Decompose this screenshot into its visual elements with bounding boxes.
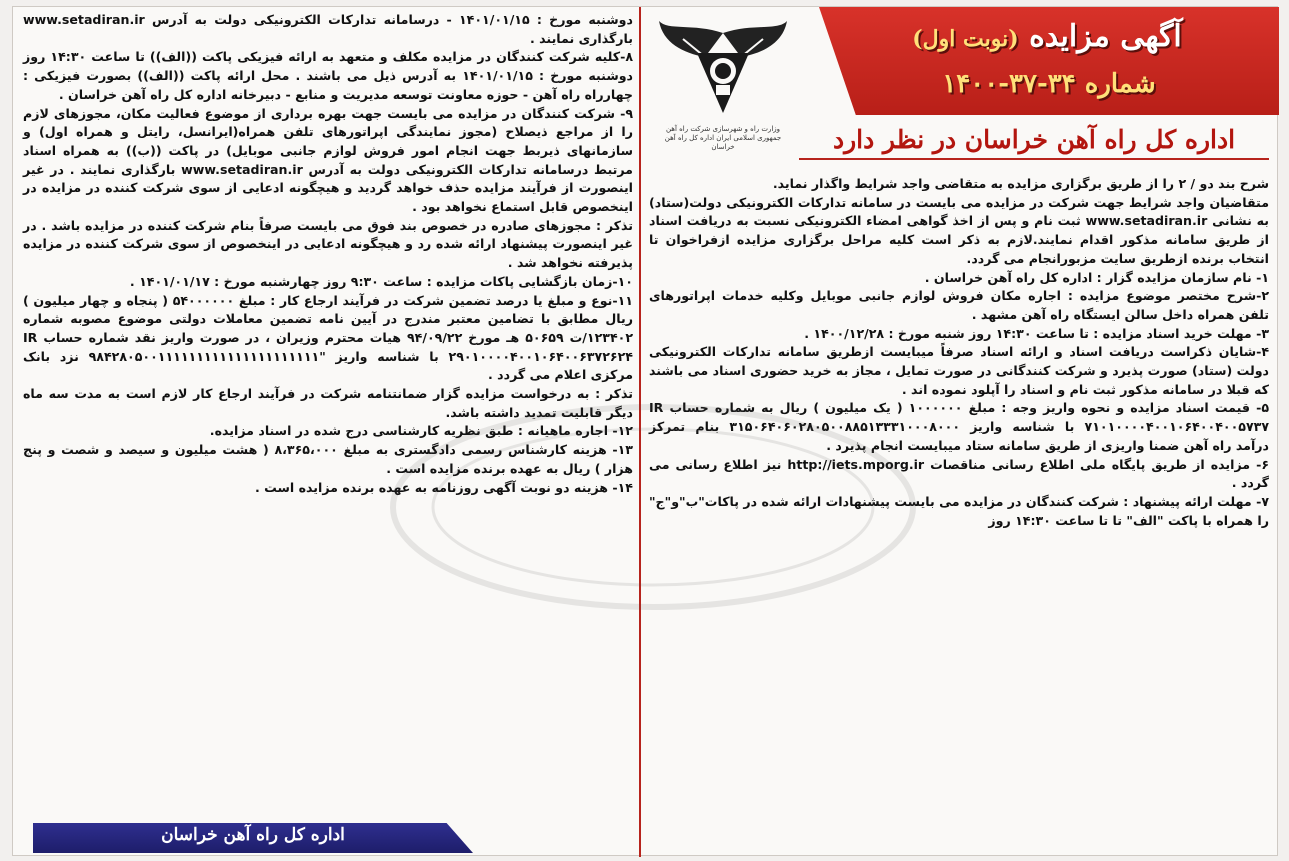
header-number: شماره ۳۴-۳۷-۱۴۰۰	[942, 69, 1156, 99]
left-item-continuation: دوشنبه مورخ : ۱۴۰۱/۰۱/۱۵ - درسامانه تدارکات الکترونیکی دولت به آدرس www.setadiran.ir بارگذاری نمایند .	[23, 12, 633, 46]
logo-caption: وزارت راه و شهرسازی شرکت راه آهن جمهوری اسلامی ایران اداره کل راه آهن خراسان	[664, 125, 782, 151]
advertisement-page	[12, 6, 1278, 856]
title-text: آگهی مزایده	[1029, 19, 1182, 54]
railway-logo-icon	[653, 13, 793, 131]
left-item-10: ۱۰-زمان بازگشایی پاکات مزایده : ساعت ۹:۳۰ روز چهارشنبه مورخ : ۱۴۰۱/۰۱/۱۷ .	[129, 273, 633, 289]
left-item-8: ۸-کلیه شرکت کنندگان در مزایده مکلف و متعهد به ارائه فیزیکی پاکت ((الف)) تا ساعت ۱۴:۳۰ روز دوشنبه مورخ : ۱۴۰۱/۰۱/۱۵ به آدرس ذیل می باشند . محل ارائه پاکت ((الف)) بصورت فیزیکی : چهارراه راه آهن - حوزه معاونت توسعه مدیریت و منابع - دبیرخانه اداره کل راه آهن خراسان .	[23, 49, 634, 102]
left-item-11: ۱۱-نوع و مبلغ یا درصد تضمین شرکت در فرآیند ارجاع کار : مبلغ ۵۴۰۰۰۰۰۰ ( پنجاه و چهار میلیون ) ریال مطابق با تضامین معتبر مندرج در آیین نامه تضمین معاملات دولتی موضوع مصوبه شماره ۱۲۳۴۰۲/ت ۵۰۶۵۹ هـ مورخ ۹۴/۰۹/۲۲ هیات محترم وزیران ، در صورت واریز نقد شماره حساب IR ۲۹۰۱۰۰۰۰۴۰۰۱۰۶۴۰۰۶۳۷۲۶۲۴ با شناسه واریز "۹۸۴۲۸۰۵۰۰۱۱۱۱۱۱۱۱۱۱۱۱۱۱۱۱۱۱۱۱۱ نزد بانک مرکزی اعلام می گردد .	[23, 292, 634, 383]
left-note-guarantee: تذکر : به درخواست مزایده گزار ضمانتنامه شرکت در فرآیند ارجاع کار لازم است به مدت سه ماه دیگر قابلیت تمدید داشته باشد.	[23, 386, 633, 420]
left-item-9: ۹- شرکت کنندگان در مزایده می بایست جهت بهره برداری از موضوع فعالیت مکان، مجوزهای لازم را از مراجع ذیصلاح (مجوز نمایندگی اپراتورهای تلفن همراه(ایرانسل، رایتل و همراه اول) و سازمانهای ذیربط جهت انجام امور فروش لوازم جانبی موبایل) در پاکت ((ب)) به همراه اسناد مرتبط درسامانه تدارکات الکترونیکی دولت به آدرس www.setadiran.ir بارگذاری نمایند . در غیر اینصورت از فرآیند مزایده حذف خواهد گردید و هیچگونه ادعایی از سوی شرکت کننده در مزایده در اینخصوص قابل استماع نخواهد بود .	[23, 105, 633, 215]
left-column-text	[23, 11, 633, 497]
header-title	[837, 19, 1257, 54]
left-note-licenses: تذکر : مجوزهای صادره در خصوص بند فوق می بایست صرفاً بنام شرکت کننده در مزایده باشد . در غیر اینصورت پیشنهاد ارائه شده رد و هیچگونه ادعایی در اینخصوص از سوی شرکت کننده در مزایده پذیرفته نخواهد شد .	[23, 217, 633, 271]
intro-paragraph-1: شرح بند دو / ۲ را از طریق برگزاری مزایده به متقاضی واجد شرایط واگذار نماید.	[772, 176, 1269, 191]
intro-paragraph-2: متقاضیان واجد شرایط جهت شرکت در مزایده می بایست در سامانه تدارکات الکترونیکی دولت(ستاد) به نشانی www.setadiran.ir ثبت نام و پس از اخذ گواهی امضاء الکترونیکی نسبت به دریافت اسناد از طریق سامانه مذکور اقدام نمایند.لازم به ذکر است کلیه مراحل برگزاری مزایده ازفراخوان تا انتخاب برنده ازطریق سایت مزبورانجام می گردد.	[649, 194, 1269, 266]
right-item-2: ۲-شرح مختصر موضوع مزایده : اجاره مکان فروش لوازم جانبی موبایل وکلیه خدمات اپراتورهای تلفن همراه داخل سالن ایستگاه راه آهن مشهد .	[649, 288, 1269, 322]
right-item-6: ۶- مزایده از طریق پایگاه ملی اطلاع رسانی مناقصات http://iets.mporg.ir نیز اطلاع رسانی می گردد .	[649, 456, 1269, 491]
title-round: (نوبت اول)	[912, 26, 1019, 52]
subtitle: اداره کل راه آهن خراسان در نظر دارد	[799, 125, 1269, 160]
left-item-12: ۱۲- اجاره ماهیانه : طبق نظریه کارشناسی درج شده در اسناد مزایده.	[209, 423, 633, 439]
right-item-4: ۴-شایان ذکراست دریافت اسناد و ارائه اسناد صرفاً میبایست ازطریق سامانه تدارکات الکترونیکی دولت (ستاد) صورت پذیرد و شرکت کنندگانی در صورت تمایل ، مجاز به خرید حضوری اسناد می باشند که قبلا در سامانه مذکور ثبت نام و اسناد را آپلود نموده اند .	[649, 344, 1269, 397]
right-item-7: ۷- مهلت ارائه پیشنهاد : شرکت کنندگان در مزایده می بایست پیشنهادات ارائه شده در پاکات"ب"و"ج" را همراه با پاکت "الف" تا تا ساعت ۱۴:۳۰ روز	[649, 493, 1269, 528]
right-item-1: ۱- نام سازمان مزایده گزار : اداره کل راه آهن خراسان .	[924, 269, 1269, 285]
right-column-text	[649, 175, 1269, 530]
left-item-13: ۱۳- هزینه کارشناس رسمی دادگستری به مبلغ ۸،۳۶۵،۰۰۰ ( هشت میلیون و سیصد و شصت و پنج هزار ) ریال به عهده برنده مزایده است .	[23, 442, 633, 476]
right-item-3: ۳- مهلت خرید اسناد مزایده : تا ساعت ۱۴:۳۰ روز شنبه مورخ : ۱۴۰۰/۱۲/۲۸ .	[804, 325, 1269, 341]
right-item-5: ۵- قیمت اسناد مزایده و نحوه واریز وجه : مبلغ ۱۰۰۰۰۰۰ ( یک میلیون ) ریال به شماره حساب IR ۷۱۰۱۰۰۰۰۴۰۰۱۰۶۴۰۰۴۰۰۵۷۳۷ با شناسه واریز ۳۱۵۰۶۴۰۶۰۲۸۰۵۰۰۸۸۵۱۳۳۳۱۰۰۰۸۰۰۰ بنام تمرکز درآمد راه آهن ضمنا واریزی از طریق سامانه ستاد میبایست انجام پذیرد .	[649, 400, 1270, 453]
right-column	[643, 7, 1279, 857]
left-column	[13, 7, 641, 857]
left-item-14: ۱۴- هزینه دو نوبت آگهی روزنامه به عهده برنده مزایده است .	[255, 479, 633, 495]
footer-text: اداره کل راه آهن خراسان	[161, 825, 345, 845]
